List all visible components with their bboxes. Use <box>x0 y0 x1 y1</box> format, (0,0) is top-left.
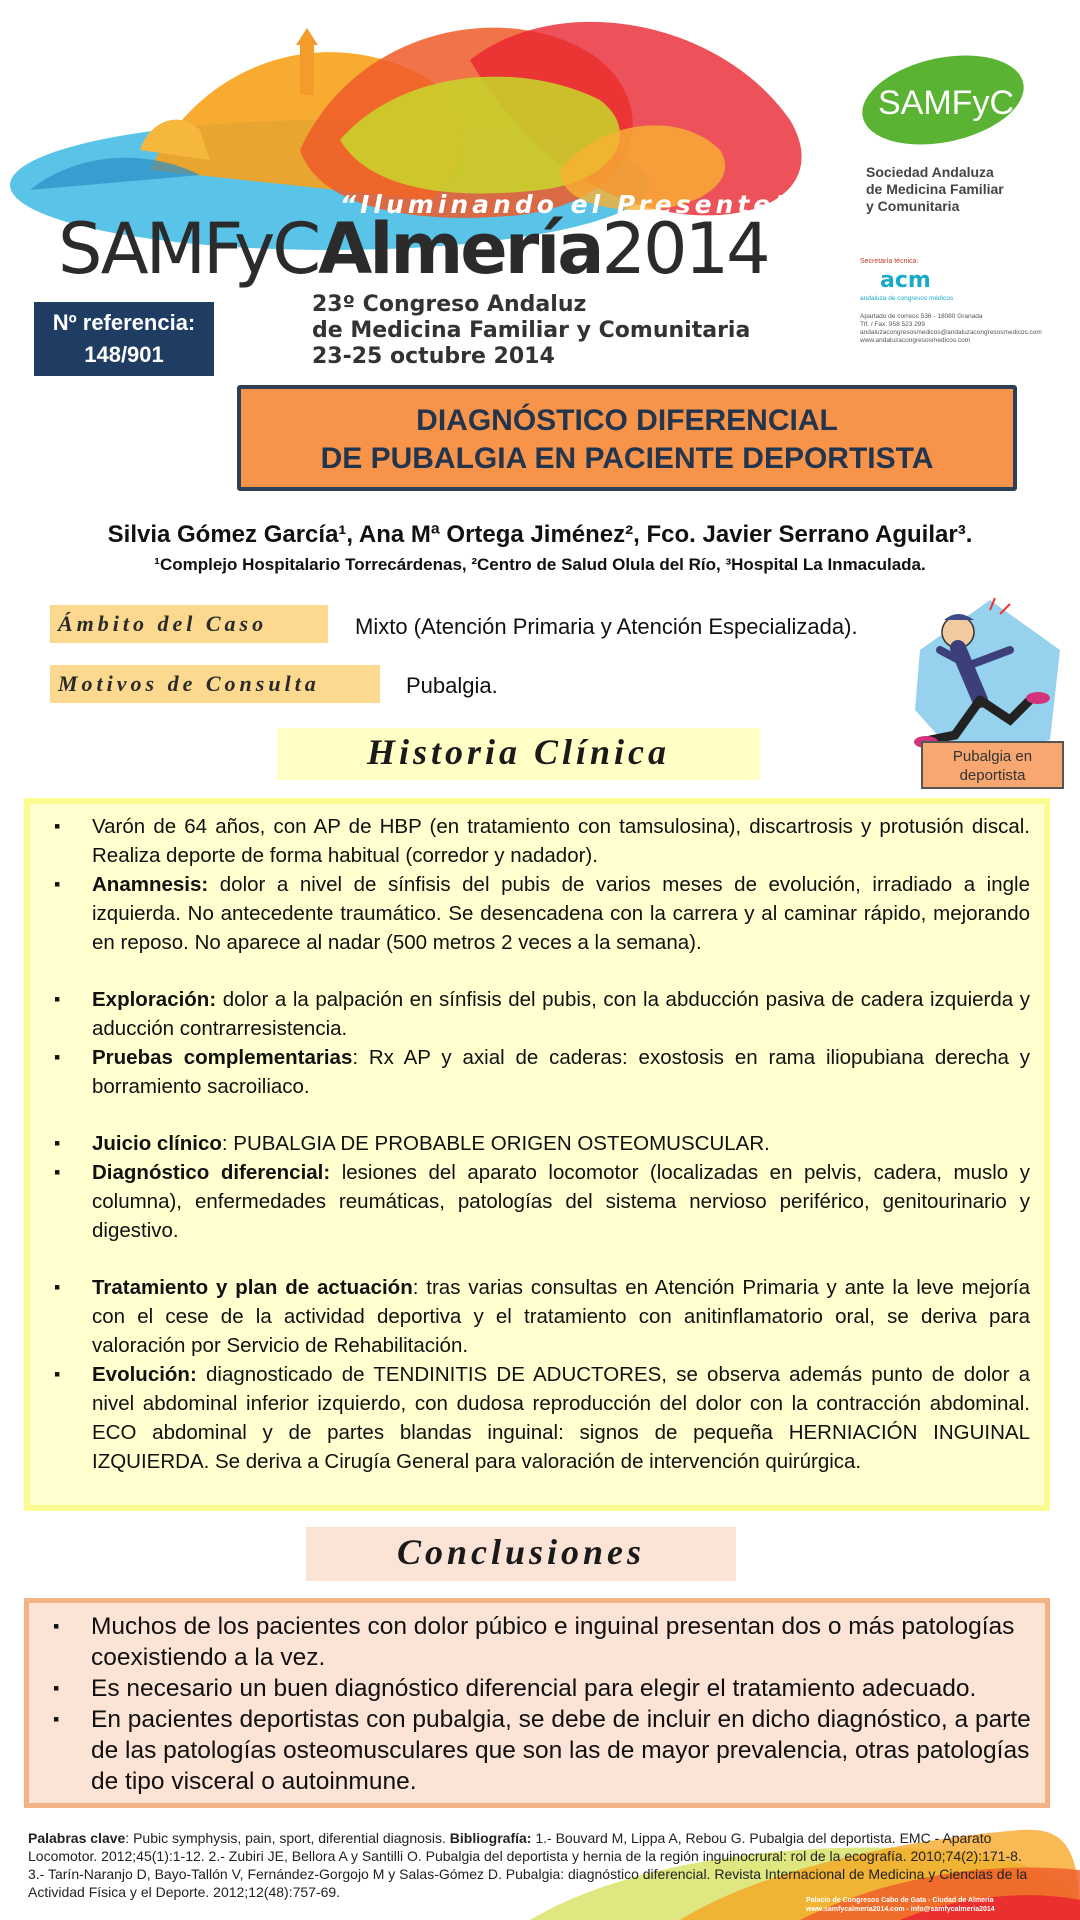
reference-number: 148/901 <box>84 342 164 367</box>
historia-item: ▪ Anamnesis: dolor a nivel de sínfisis del pubis de varios meses de evolución, irradiado a ingle izquierda. No antecedente traumático. Se desencadena con la carrera y al caminar rápido, mejorando en reposo. No aparece al nadar (500 metros 2 veces a la semana). <box>44 870 1030 957</box>
acm-logo: acm <box>880 268 931 293</box>
samfyc-logo <box>858 52 1028 148</box>
ambito-label: Ámbito del Caso <box>50 605 328 643</box>
motivos-value: Pubalgia. <box>406 673 498 698</box>
historia-item: ▪ Evolución: diagnosticado de TENDINITIS DE ADUCTORES, se observa además punto de dolor a nivel abdominal inferior izquierdo, con dudosa reproducción del dolor con la contracción abdominal. ECO abdominal y de partes blandas inguinal: signos de pequeña HERNIACIÓN INGUINAL IZQUIERDA. Se deriva a Cirugía General para valoración de intervención quirúrgica. <box>44 1360 1030 1476</box>
authors: Silvia Gómez García¹, Ana Mª Ortega Jiménez², Fco. Javier Serrano Aguilar³. <box>107 521 973 548</box>
event-name: SAMFyCAlmería2014 <box>58 208 768 290</box>
historia-list <box>44 812 1030 1476</box>
footer-venue: Palacio de Congresos Cabo de Gata - Ciudad de Almería www.samfycalmeria2014.com - info@samfycalmeria2014 <box>806 1897 995 1913</box>
conclusion-item: ▪ En pacientes deportistas con pubalgia, se debe de incluir en dicho diagnóstico, a parte de las patologías osteomusculares que son las de mayor prevalencia, otras patologías de tipo visceral o autoinmune. <box>43 1704 1031 1797</box>
historia-item: ▪ Exploración: dolor a la palpación en sínfisis del pubis, con la abducción pasiva de cadera izquierda y aducción contrarresistencia. <box>44 985 1030 1043</box>
conclusiones-heading: Conclusiones <box>396 1532 646 1572</box>
reference-label: Nº referencia: <box>52 310 196 335</box>
conclusiones-list <box>43 1611 1031 1797</box>
reference-box <box>34 302 214 376</box>
historia-heading: Historia Clínica <box>366 732 671 772</box>
samfyc-name: Sociedad Andaluza de Medicina Familiar y Comunitaria <box>866 164 1004 214</box>
historia-item: ▪ Pruebas complementarias: Rx AP y axial de caderas: exostosis en rama iliopubiana derecha y borramiento sacroiliaco. <box>44 1043 1030 1101</box>
congress-info: 23º Congreso Andaluz de Medicina Familiar y Comunitaria 23-25 octubre 2014 <box>312 292 751 369</box>
motivos-label: Motivos de Consulta <box>50 665 380 703</box>
historia-box <box>24 798 1050 1511</box>
poster-title: DIAGNÓSTICO DIFERENCIAL DE PUBALGIA EN PACIENTE DEPORTISTA <box>237 385 1017 491</box>
historia-item: ▪ Diagnóstico diferencial: lesiones del aparato locomotor (localizadas en pelvis, cadera, muslo y columna), enfermedades reumáticas, patologías del sistema nervioso periférico, genitourinario y digestivo. <box>44 1158 1030 1245</box>
mascot-caption: Pubalgia en deportista <box>921 741 1064 789</box>
technical-secretariat: Secretaría técnica: acm andaluza de congresos médicos Apartado de correos 536 - 18080 Granada Tlf. / Fax. 958 523 299 andaluzacongresosmedicos@andaluzacongresosmedicos.com www.andaluzacongresosmedicos.com <box>860 258 1060 345</box>
conclusion-item: ▪ Muchos de los pacientes con dolor púbico e inguinal presentan dos o más patologías coexistiendo a la vez. <box>43 1611 1031 1673</box>
conclusiones-box <box>24 1598 1050 1808</box>
historia-item: ▪ Juicio clínico: PUBALGIA DE PROBABLE ORIGEN OSTEOMUSCULAR. <box>44 1129 1030 1158</box>
event-slogan: “Iluminando el Presente” <box>340 190 795 219</box>
historia-item: ▪ Varón de 64 años, con AP de HBP (en tratamiento con tamsulosina), discartrosis y protusión discal. Realiza deporte de forma habitual (corredor y nadador). <box>44 812 1030 870</box>
conclusion-item: ▪ Es necesario un buen diagnóstico diferencial para elegir el tratamiento adecuado. <box>43 1673 1031 1704</box>
ambito-value: Mixto (Atención Primaria y Atención Especializada). <box>355 614 858 639</box>
keywords-bibliography: Palabras clave: Pubic symphysis, pain, sport, diferential diagnosis. Bibliografía: 1.- Bouvard M, Lippa A, Rebou G. Pubalgia del deportista. EMC - Aparato Locomotor. 2012;45(1):1-12. 2.- Zubiri JE, Bellora A y Santilli O. Pubalgia del deportista y hernia de la región inguinocrural: rol de la ecografía. 2010;74(2):171-8. 3.- Tarín-Naranjo D, Bayo-Tallón V, Fernández-Gorgojo M y Salas-Gómez D. Pubalgia: diagnóstico diferencial. Revista Internacional de Medicina y Ciencias de la Actividad Física y el Deporte. 2012;12(48):757-69. <box>28 1830 1028 1900</box>
samfyc-logo-text: SAMFyC <box>878 84 1014 122</box>
affiliations: ¹Complejo Hospitalario Torrecárdenas, ²Centro de Salud Olula del Río, ³Hospital La Inmaculada. <box>154 555 926 574</box>
historia-item: ▪ Tratamiento y plan de actuación: tras varias consultas en Atención Primaria y ante la leve mejoría con el cese de la actividad deportiva y el tratamiento con anitinflamatorio oral, se deriva para valoración por Servicio de Rehabilitación. <box>44 1273 1030 1360</box>
